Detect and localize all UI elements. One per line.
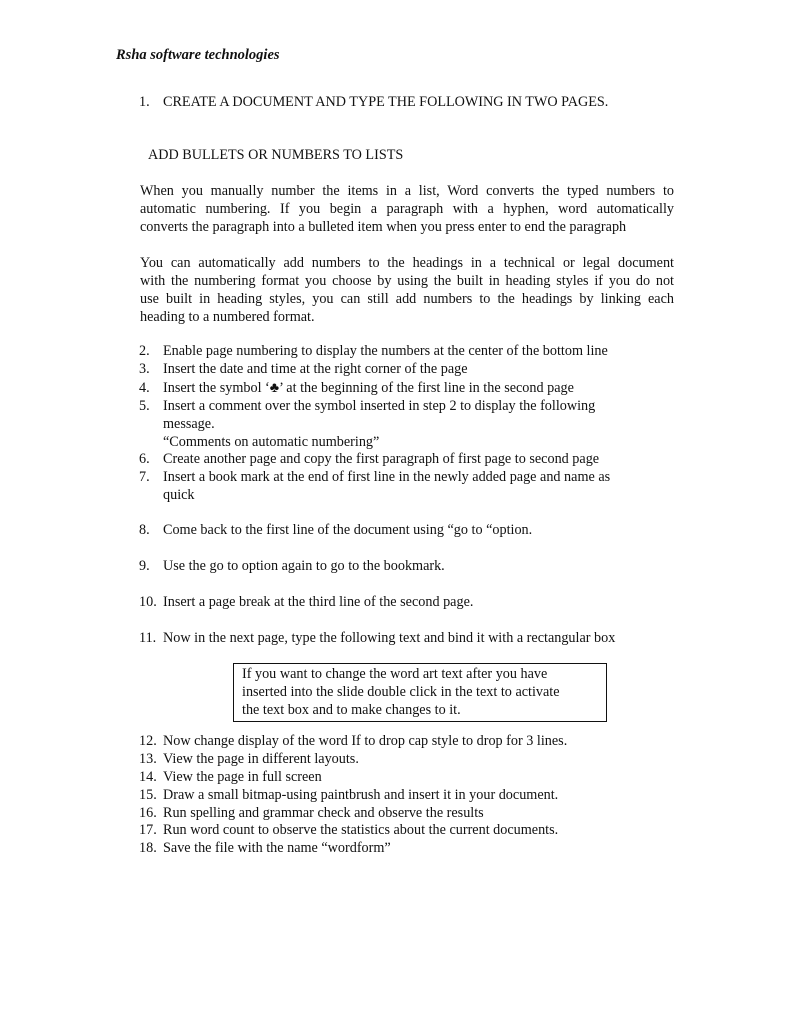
task-item-2	[139, 343, 653, 361]
task-item-1	[139, 94, 653, 112]
section-subheading: ADD BULLETS OR NUMBERS TO LISTS	[148, 147, 404, 163]
task-item-13	[139, 751, 653, 769]
paragraph-2	[140, 254, 674, 326]
item-number: 7.	[139, 469, 150, 485]
item-text	[163, 451, 653, 469]
item-number: 14.	[139, 769, 157, 785]
item-text	[163, 361, 653, 379]
item-text-line: Come back to the first line of the document using “go to “option.	[163, 522, 533, 538]
paragraph-line: automatic numbering. If you begin a paragraph with a hyphen, word automatically	[140, 201, 674, 217]
item-text-line: Run spelling and grammar check and observe the results	[163, 805, 484, 821]
item-text-line: CREATE A DOCUMENT AND TYPE THE FOLLOWING IN TWO PAGES.	[163, 94, 609, 110]
task-item-11	[139, 630, 653, 648]
task-item-15	[139, 787, 653, 805]
item-text-line: Insert the symbol ‘♣’ at the beginning of the first line in the second page	[163, 380, 574, 396]
paragraph-line: When you manually number the items in a list, Word converts the typed numbers to	[140, 183, 674, 199]
bordered-text-box	[233, 663, 607, 722]
item-text	[163, 398, 653, 451]
item-text-line: Enable page numbering to display the numbers at the center of the bottom line	[163, 343, 608, 359]
item-number: 11.	[139, 630, 157, 646]
item-text-line: Now in the next page, type the following text and bind it with a rectangular box	[163, 630, 616, 646]
task-item-16	[139, 805, 653, 823]
item-number: 9.	[139, 558, 150, 574]
task-item-8	[139, 522, 653, 540]
item-text	[163, 594, 653, 612]
item-text-line: Create another page and copy the first paragraph of first page to second page	[163, 451, 600, 467]
task-item-4	[139, 380, 653, 398]
item-text-line: Insert the date and time at the right corner of the page	[163, 361, 468, 377]
box-text-line: inserted into the slide double click in the text to activate	[242, 684, 560, 700]
item-text	[163, 751, 653, 769]
item-text	[163, 380, 653, 398]
item-text-line: Draw a small bitmap-using paintbrush and insert it in your document.	[163, 787, 559, 803]
item-text	[163, 522, 653, 540]
task-item-14	[139, 769, 653, 787]
item-text-line: Insert a comment over the symbol inserted in step 2 to display the following	[163, 398, 596, 414]
box-text-line: If you want to change the word art text after you have	[242, 666, 548, 682]
paragraph-line: converts the paragraph into a bulleted item when you press enter to end the paragraph	[140, 219, 627, 235]
item-text	[163, 469, 653, 505]
paragraph-line: with the numbering format you choose by using the built in heading styles if you do not	[140, 273, 674, 289]
task-item-5	[139, 398, 653, 451]
item-number: 1.	[139, 94, 150, 110]
item-text-line: Use the go to option again to go to the bookmark.	[163, 558, 445, 574]
item-number: 3.	[139, 361, 150, 377]
item-number: 18.	[139, 840, 157, 856]
item-number: 8.	[139, 522, 150, 538]
task-item-9	[139, 558, 653, 576]
item-text-line: View the page in different layouts.	[163, 751, 359, 767]
item-text-line: Save the file with the name “wordform”	[163, 840, 391, 856]
item-text	[163, 733, 653, 751]
item-number: 13.	[139, 751, 157, 767]
item-text	[163, 769, 653, 787]
task-item-17	[139, 822, 653, 840]
company-header: Rsha software technologies	[116, 47, 280, 63]
item-number: 2.	[139, 343, 150, 359]
item-text	[163, 805, 653, 823]
paragraph-line: You can automatically add numbers to the headings in a technical or legal document	[140, 255, 674, 271]
task-item-10	[139, 594, 653, 612]
task-item-6	[139, 451, 653, 469]
item-text-line: Run word count to observe the statistics about the current documents.	[163, 822, 559, 838]
item-number: 6.	[139, 451, 150, 467]
item-text-line: Now change display of the word If to drop cap style to drop for 3 lines.	[163, 733, 568, 749]
item-number: 10.	[139, 594, 157, 610]
item-text	[163, 840, 653, 858]
item-number: 12.	[139, 733, 157, 749]
item-text	[163, 822, 653, 840]
item-number: 17.	[139, 822, 157, 838]
box-text-line: the text box and to make changes to it.	[242, 702, 461, 718]
item-text	[163, 343, 653, 361]
item-text-line: message.	[163, 415, 215, 432]
item-text-line: Insert a page break at the third line of the second page.	[163, 594, 474, 610]
paragraph-line: use built in heading styles, you can still add numbers to the headings by linking each	[140, 291, 674, 307]
task-item-3	[139, 361, 653, 379]
task-item-7	[139, 469, 653, 505]
item-text-line: View the page in full screen	[163, 769, 322, 785]
item-number: 15.	[139, 787, 157, 803]
task-item-18	[139, 840, 653, 858]
item-number: 5.	[139, 398, 150, 414]
item-text	[163, 94, 653, 112]
paragraph-line: heading to a numbered format.	[140, 309, 315, 325]
item-text	[163, 787, 653, 805]
item-text-line: “Comments on automatic numbering”	[163, 433, 380, 450]
item-number: 16.	[139, 805, 157, 821]
item-text	[163, 630, 653, 648]
item-text	[163, 558, 653, 576]
item-text-line: quick	[163, 486, 195, 503]
paragraph-1	[140, 182, 674, 236]
item-text-line: Insert a book mark at the end of first line in the newly added page and name as	[163, 469, 611, 485]
task-item-12	[139, 733, 653, 751]
item-number: 4.	[139, 380, 150, 396]
